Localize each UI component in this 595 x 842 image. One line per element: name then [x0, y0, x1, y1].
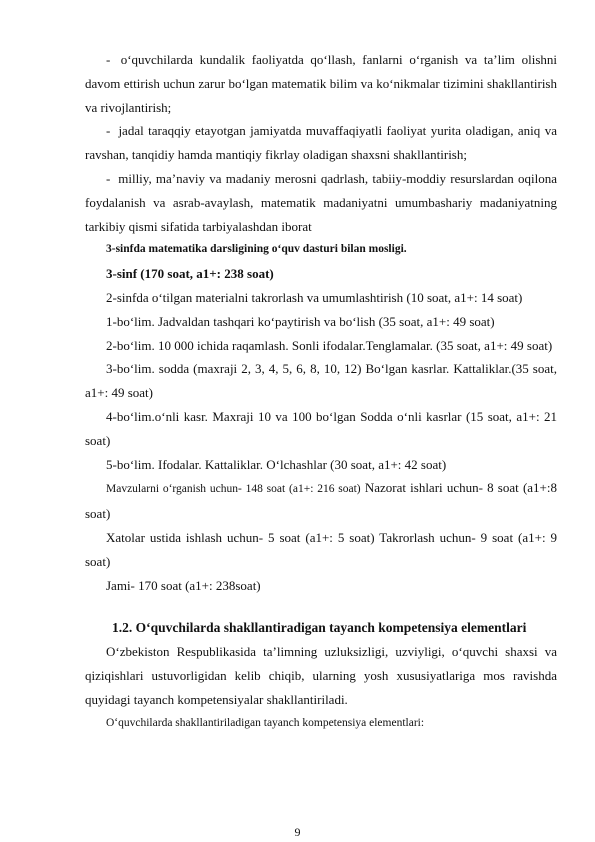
- curriculum-item: 1-bo‘lim. Jadvaldan tashqari ko‘paytirish va bo‘lish (35 soat, a1+: 49 soat): [106, 313, 495, 329]
- bullet-mark: -: [106, 170, 111, 186]
- subtitle: 3-sinfda matematika darsligining o‘quv dasturi bilan mosligi.: [106, 243, 407, 256]
- bullet-item: [85, 167, 557, 238]
- mavzular-rest: Nazorat ishlari uchun- 8 soat (a1+:8 soat): [85, 480, 557, 522]
- xatolar-line: Xatolar ustida ishlash uchun- 5 soat (a1+: 5 soat) Takrorlash uchun- 9 soat (a1+: 9 soat): [85, 529, 557, 569]
- bullet-mark: -: [106, 123, 111, 139]
- bullet-text: o‘quvchilarda kundalik faoliyatda qo‘llash, fanlarni o‘rganish va ta’lim olishni davom ettirish uchun zarur bo‘lgan matematik bilim va ko‘nikmalar tizimini shakllantirish va rivojlantirish;: [85, 52, 558, 115]
- curriculum-item: 2-sinfda o‘tilgan materialni takrorlash va umumlashtirish (10 soat, a1+: 14 soat): [106, 289, 523, 305]
- last-line: O‘quvchilarda shakllantiriladigan tayanch kompetensiya elementlari:: [106, 716, 425, 729]
- curriculum-item: 3-bo‘lim. sodda (maxraji 2, 3, 4, 5, 6, 8, 10, 12) Bo‘lgan kasrlar. Kattaliklar.(35 soat, a1+: 49 soat): [85, 361, 557, 401]
- curriculum-item: 4-bo‘lim.o‘nli kasr. Maxraji 10 va 100 bo‘lgan Sodda o‘nli kasrlar (15 soat, a1+: 21 soat): [85, 408, 557, 448]
- section-heading: 1.2. O‘quvchilarda shakllantiradigan tayanch kompetensiya elementlari: [112, 620, 527, 636]
- mavzular-small: Mavzularni o‘rganish uchun- 148 soat (a1+: 216 soat): [106, 483, 361, 496]
- page-number: 9: [294, 825, 301, 839]
- curriculum-item: 2-bo‘lim. 10 000 ichida raqamlash. Sonli ifodalar.Tenglamalar. (35 soat, a1+: 49 soat): [106, 337, 553, 353]
- mavzular-line: [85, 476, 557, 526]
- bullet-mark: -: [106, 52, 111, 67]
- document-page: [85, 48, 557, 735]
- bullet-item: [85, 119, 557, 167]
- class-header: 3-sinf (170 soat, a1+: 238 soat): [106, 266, 274, 282]
- bullet-text: jadal taraqqiy etayotgan jamiyatda muvaffaqiyatli faoliyat yurita oladigan, aniq va ravshan, tanqidiy hamda mantiqiy fikrlay oladigan shaxsni shakllantirish;: [85, 123, 557, 163]
- bullet-item: [85, 48, 557, 119]
- jami-line: Jami- 170 soat (a1+: 238soat): [106, 577, 261, 593]
- bullet-text: milliy, ma’naviy va madaniy merosni qadrlash, tabiiy-moddiy resurslardan oqilona foydalanish va asrab-avaylash, matematik madaniyatni umumbashariy madaniyatning tarkibiy qismi sifatida tarbiyalashdan iborat: [85, 170, 557, 234]
- curriculum-item: 5-bo‘lim. Ifodalar. Kattaliklar. O‘lchashlar (30 soat, a1+: 42 soat): [106, 456, 447, 472]
- section-paragraph: O‘zbekiston Respublikasida ta’limning uzluksizligi, uzviyligi, o‘quvchi shaxsi va qiziqishlari ustuvorligidan kelib chiqib, ularning yosh xususiyatlariga mos ravishda quyidagi tayanch kompetensiyalar shakllantiriladi.: [85, 644, 557, 707]
